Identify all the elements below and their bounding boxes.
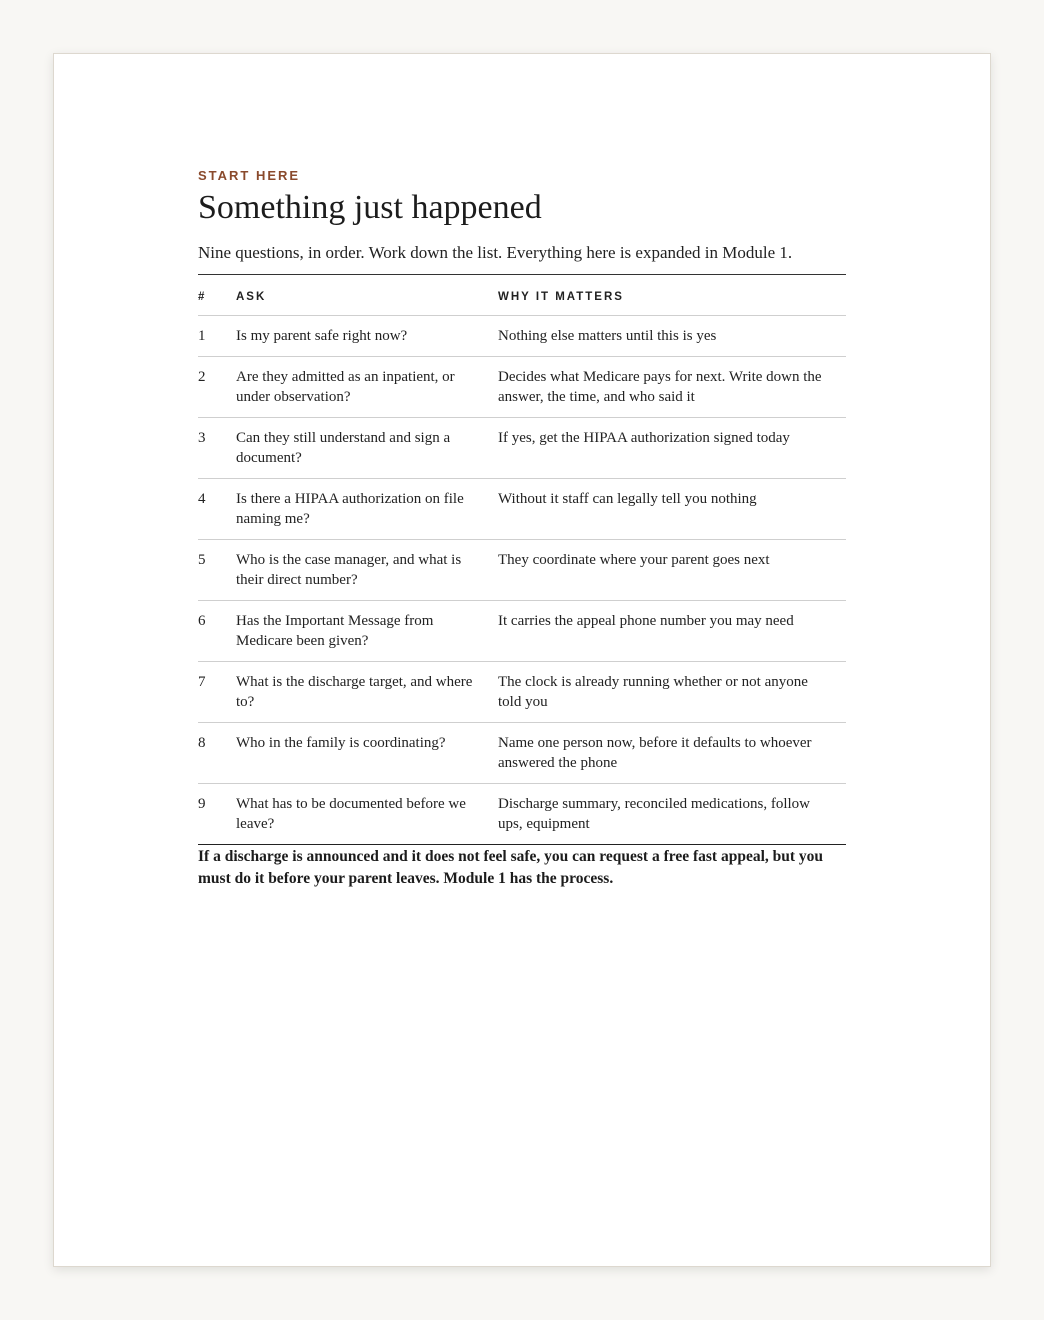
table-header-row [198, 275, 846, 316]
page-title: Something just happened [198, 189, 542, 226]
row-number: 4 [198, 479, 236, 540]
table-row [198, 662, 846, 723]
table-row [198, 418, 846, 479]
row-why: It carries the appeal phone number you may need [498, 601, 846, 662]
row-why: Name one person now, before it defaults to whoever answered the phone [498, 723, 846, 784]
row-why: Nothing else matters until this is yes [498, 316, 846, 357]
row-number: 5 [198, 540, 236, 601]
row-ask: Are they admitted as an inpatient, or under observation? [236, 357, 498, 418]
table-row [198, 540, 846, 601]
table-row [198, 357, 846, 418]
table-row [198, 723, 846, 784]
row-why: Without it staff can legally tell you nothing [498, 479, 846, 540]
row-ask: What has to be documented before we leave? [236, 784, 498, 845]
table-row [198, 316, 846, 357]
row-number: 1 [198, 316, 236, 357]
document-page [53, 53, 991, 1267]
header-ask: ASK [236, 275, 498, 316]
row-ask: Is there a HIPAA authorization on file naming me? [236, 479, 498, 540]
row-why: If yes, get the HIPAA authorization signed today [498, 418, 846, 479]
section-eyebrow: START HERE [198, 168, 301, 183]
questions-table [198, 275, 846, 845]
appeal-footnote: If a discharge is announced and it does not feel safe, you can request a free fast appeal, but you must do it before your parent leaves. Module 1 has the process. [198, 848, 824, 887]
row-ask: Who is the case manager, and what is their direct number? [236, 540, 498, 601]
page-content [198, 168, 846, 890]
row-number: 8 [198, 723, 236, 784]
row-number: 2 [198, 357, 236, 418]
row-number: 7 [198, 662, 236, 723]
table-row [198, 479, 846, 540]
row-ask: Has the Important Message from Medicare been given? [236, 601, 498, 662]
intro-text: Nine questions, in order. Work down the list. Everything here is expanded in Module 1. [198, 242, 846, 275]
row-why: Decides what Medicare pays for next. Write down the answer, the time, and who said it [498, 357, 846, 418]
row-ask: What is the discharge target, and where to? [236, 662, 498, 723]
row-number: 3 [198, 418, 236, 479]
row-number: 9 [198, 784, 236, 845]
row-why: The clock is already running whether or not anyone told you [498, 662, 846, 723]
row-ask: Is my parent safe right now? [236, 316, 498, 357]
header-why: WHY IT MATTERS [498, 275, 846, 316]
row-ask: Who in the family is coordinating? [236, 723, 498, 784]
header-number: # [198, 275, 236, 316]
row-why: Discharge summary, reconciled medications, follow ups, equipment [498, 784, 846, 845]
row-ask: Can they still understand and sign a document? [236, 418, 498, 479]
table-row [198, 784, 846, 845]
row-number: 6 [198, 601, 236, 662]
row-why: They coordinate where your parent goes next [498, 540, 846, 601]
table-row [198, 601, 846, 662]
